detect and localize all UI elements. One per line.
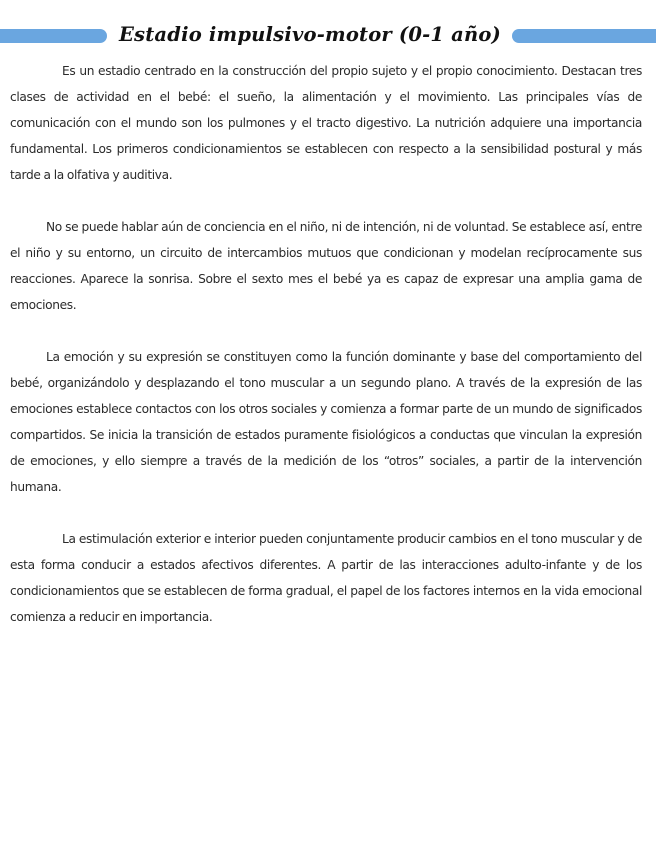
paragraph-3: La emoción y su expresión se constituyen como la función dominante y base del comportamiento del bebé, organizándolo y desplazando el tono muscular a un segundo plano. A través de la expresión de las emociones establece contactos con los otros sociales y comienza a formar parte de un mundo de significados compartidos. Se inicia la transición de estados puramente fisiológicos a conductas que vinculan la expresión de emociones, y ello siempre a través de la medición de los “otros” sociales, a partir de la intervención humana. [10, 350, 642, 494]
decorative-bar-right [512, 29, 656, 43]
decorative-bar-left [0, 29, 107, 43]
body-text [10, 58, 642, 656]
paragraph-1: Es un estadio centrado en la construcción del propio sujeto y el propio conocimiento. Destacan tres clases de actividad en el bebé: el sueño, la alimentación y el movimiento. Las principales vías de comunicación con el mundo son los pulmones y el tracto digestivo. La nutrición adquiere una importancia fundamental. Los primeros condicionamientos se establecen con respecto a la sensibilidad postural y más tarde a la olfativa y auditiva. [10, 64, 642, 182]
paragraph-2: No se puede hablar aún de conciencia en el niño, ni de intención, ni de voluntad. Se establece así, entre el niño y su entorno, un circuito de intercambios mutuos que condicionan y modelan recíprocamente sus reacciones. Aparece la sonrisa. Sobre el sexto mes el bebé ya es capaz de expresar una amplia gama de emociones. [10, 220, 642, 312]
page-title: Estadio impulsivo-motor (0-1 año) [118, 23, 501, 46]
paragraph-4: La estimulación exterior e interior pueden conjuntamente producir cambios en el tono muscular y de esta forma conducir a estados afectivos diferentes. A partir de las interacciones adulto-infante y de los condicionamientos que se establecen de forma gradual, el papel de los factores internos en la vida emocional comienza a reducir en importancia. [10, 532, 642, 624]
title-header [0, 20, 656, 50]
